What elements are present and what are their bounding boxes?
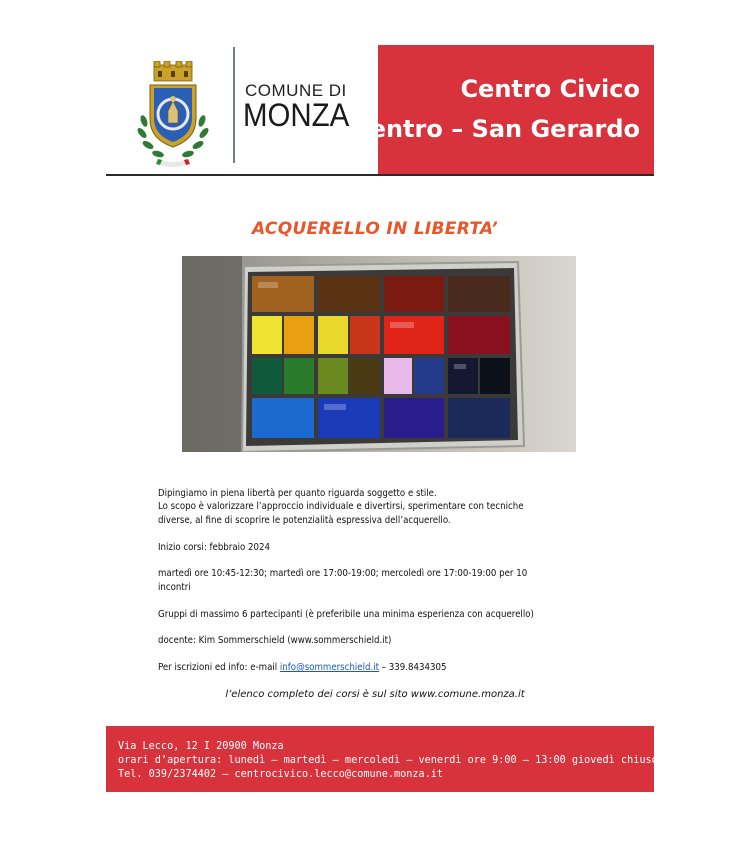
header — [106, 45, 654, 175]
header-title-line1: Centro Civico — [460, 75, 640, 103]
footer-address: Via Lecco, 12 I 20900 Monza — [118, 741, 284, 752]
footer-contacts: Tel. 039/2374402 – centrocivico.lecco@comune.monza.it — [118, 769, 444, 780]
header-rule — [106, 174, 654, 176]
footer-hours: orari d’apertura: lunedì – martedì – mercoledì – venerdì ore 9:00 – 13:00 giovedì chiuso — [118, 755, 658, 766]
schedule-line: incontri — [158, 581, 191, 593]
footer — [106, 726, 658, 792]
intro-line: Dipingiamo in piena libertà per quanto riguarda soggetto e stile. — [158, 488, 437, 499]
intro-line: diverse, al fine di scoprire le potenzialità espressiva dell’acquerello. — [158, 514, 451, 526]
signup-email-link[interactable]: info@sommerschield.it — [279, 662, 380, 674]
header-title-box — [352, 45, 654, 175]
header-divider — [233, 47, 235, 163]
teacher: docente: Kim Sommerschield (www.sommerschield.it) — [158, 635, 392, 647]
header-title-line2: Centro – San Gerardo — [352, 115, 640, 143]
logo-text-comune-di: COMUNE DI — [245, 81, 347, 100]
watercolor-palette-photo — [182, 256, 576, 452]
body-text — [158, 487, 598, 675]
course-start: Inizio corsi: febbraio 2024 — [158, 541, 271, 553]
monza-crest-logo — [134, 61, 212, 169]
intro-line: Lo scopo è valorizzare l’approccio individuale e divertirsi, sperimentare con tecniche — [158, 501, 524, 513]
signup-prefix: Per iscrizioni ed info: e-mail — [158, 662, 280, 674]
signup-info — [158, 661, 598, 674]
signup-phone: – 339.8434305 — [379, 662, 447, 674]
group-size: Gruppi di massimo 6 partecipanti (è preferibile una minima esperienza con acquerello) — [158, 608, 534, 620]
logo-text-monza: MONZA — [243, 97, 350, 133]
event-title: ACQUERELLO IN LIBERTA’ — [251, 219, 499, 239]
courses-footnote: l’elenco completo dei corsi è sul sito www.comune.monza.it — [225, 689, 525, 700]
schedule-line: martedì ore 10:45-12:30; martedì ore 17:00-19:00; mercoledì ore 17:00-19:00 per 10 — [158, 568, 528, 580]
